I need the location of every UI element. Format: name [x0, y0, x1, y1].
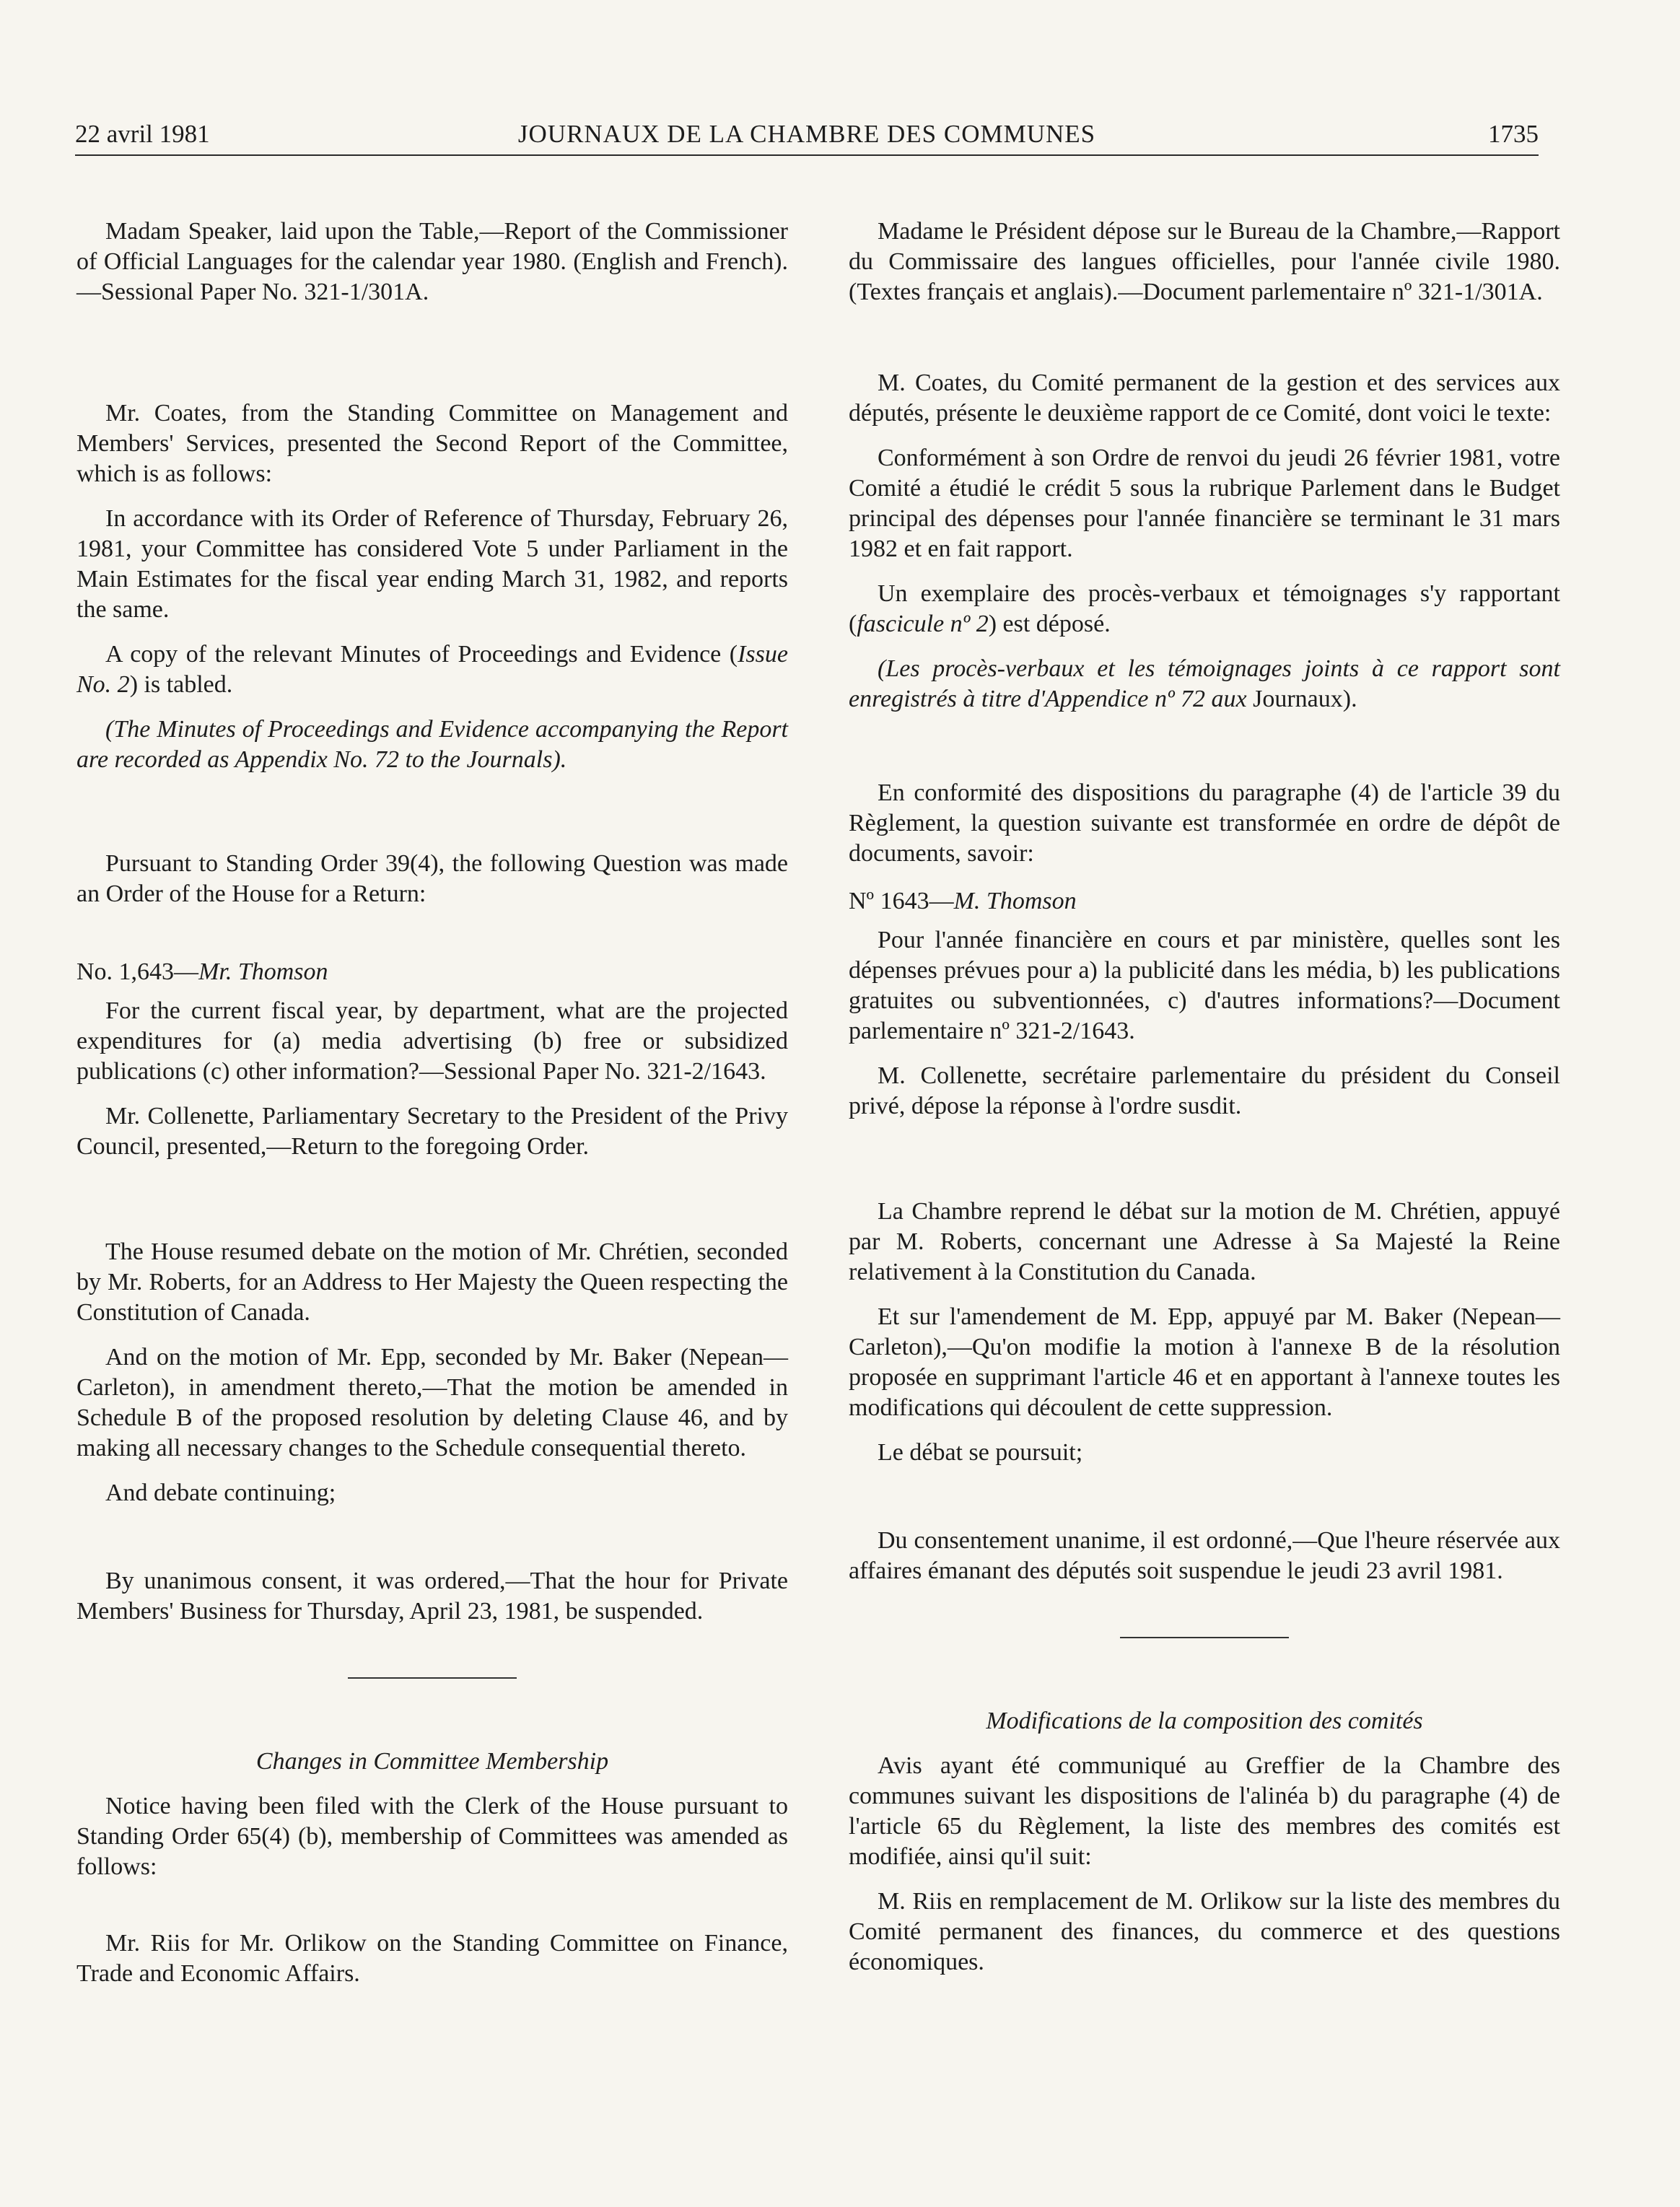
section-divider: [348, 1677, 517, 1679]
return-presented: Mr. Collenette, Parliamentary Secretary to the President of the Privy Council, presented,—Return to the foregoing Order.: [76, 1103, 788, 1160]
membership-notice: Notice having been filed with the Clerk of the House pursuant to Standing Order 65(4) (b), membership of Committees was amended as follows:: [76, 1793, 788, 1880]
page-number: 1735: [1488, 120, 1539, 148]
section-divider: [1120, 1637, 1289, 1638]
debate-continuing: And debate continuing;: [105, 1480, 336, 1506]
debate-resumed: The House resumed debate on the motion of Mr. Chrétien, seconded by Mr. Roberts, for an Address to Her Majesty the Queen respecting the Constitution of Canada.: [76, 1238, 788, 1326]
amendment-motion: Et sur l'amendement de M. Epp, appuyé par M. Baker (Nepean—Carleton),—Qu'on modifie la motion à l'annexe B de la résolution proposée en supprimant l'article 46 et en apportant à l'annexe toutes les modifications qui découlent de cette suppression.: [849, 1303, 1560, 1421]
committee-report-intro: M. Coates, du Comité permanent de la gestion et des services aux députés, présente le deuxième rapport de ce Comité, dont voici le texte:: [849, 370, 1560, 427]
section-heading: Modifications de la composition des comités: [986, 1708, 1423, 1734]
tabling-paragraph: Madame le Président dépose sur le Bureau de la Chambre,—Rapport du Commissaire des langues officielles, pour l'année civile 1980. (Textes français et anglais).—Document parlementaire nº 321-1/301A.: [849, 218, 1560, 305]
page-header: [75, 118, 1539, 156]
header-title: JOURNAUX DE LA CHAMBRE DES COMMUNES: [517, 120, 1096, 148]
unanimous-consent: Du consentement unanime, il est ordonné,—Que l'heure réservée aux affaires émanant des députés soit suspendue le jeudi 23 avril 1981.: [849, 1527, 1560, 1584]
membership-notice: Avis ayant été communiqué au Greffier de la Chambre des communes suivant les dispositions de l'alinéa b) du paragraphe (4) de l'article 65 du Règlement, la liste des membres des comités est modifiée, ainsi qu'il suit:: [849, 1752, 1560, 1870]
amendment-motion: And on the motion of Mr. Epp, seconded by Mr. Baker (Nepean—Carleton), in amendment thereto,—That the motion be amended in Schedule B of the proposed resolution by deleting Clause 46, and by making all necessary changes to the Schedule consequential thereto.: [76, 1344, 788, 1461]
english-column: [76, 217, 788, 1989]
french-column: [849, 217, 1560, 1977]
question-number: Nº 1643—M. Thomson: [849, 888, 1077, 914]
membership-change: Mr. Riis for Mr. Orlikow on the Standing Committee on Finance, Trade and Economic Affairs.: [76, 1930, 788, 1987]
question-intro: Pursuant to Standing Order 39(4), the following Question was made an Order of the House for a Return:: [76, 850, 788, 907]
header-date: 22 avril 1981: [75, 120, 210, 148]
appendix-note: (The Minutes of Proceedings and Evidence accompanying the Report are recorded as Appendix No. 72 to the Journals).: [76, 716, 788, 773]
membership-change: M. Riis en remplacement de M. Orlikow sur la liste des membres du Comité permanent des finances, du commerce et des questions économiques.: [849, 1888, 1560, 1975]
tabling-paragraph: Madam Speaker, laid upon the Table,—Report of the Commissioner of Official Languages for the calendar year 1980. (English and French).—Sessional Paper No. 321-1/301A.: [76, 218, 788, 305]
debate-continuing: Le débat se poursuit;: [878, 1439, 1083, 1466]
committee-report-intro: Mr. Coates, from the Standing Committee on Management and Members' Services, presented the Second Report of the Committee, which is as follows:: [76, 400, 788, 487]
minutes-tabled: Un exemplaire des procès-verbaux et témoignages s'y rapportant (fascicule nº 2) est déposé.: [849, 580, 1560, 637]
committee-report-text: Conformément à son Ordre de renvoi du jeudi 26 février 1981, votre Comité a étudié le crédit 5 sous la rubrique Parlement dans le Budget principal des dépenses pour l'année financière se terminant le 31 mars 1982 et en fait rapport.: [849, 445, 1560, 562]
appendix-note: (Les procès-verbaux et les témoignages joints à ce rapport sont enregistrés à titre d'Appendice nº 72 aux Journaux).: [849, 655, 1560, 712]
section-heading: Changes in Committee Membership: [255, 1748, 609, 1775]
unanimous-consent: By unanimous consent, it was ordered,—That the hour for Private Members' Business for Thursday, April 23, 1981, be suspended.: [76, 1568, 788, 1625]
question-number: No. 1,643—Mr. Thomson: [76, 958, 328, 985]
minutes-tabled: A copy of the relevant Minutes of Proceedings and Evidence (Issue No. 2) is tabled.: [76, 641, 788, 698]
debate-resumed: La Chambre reprend le débat sur la motion de M. Chrétien, appuyé par M. Roberts, concernant une Adresse à Sa Majesté la Reine relativement à la Constitution du Canada.: [849, 1198, 1560, 1285]
committee-report-text: In accordance with its Order of Reference of Thursday, February 26, 1981, your Committee has considered Vote 5 under Parliament in the Main Estimates for the fiscal year ending March 31, 1982, and reports the same.: [76, 505, 788, 623]
question-intro: En conformité des dispositions du paragraphe (4) de l'article 39 du Règlement, la question suivante est transformée en ordre de dépôt de documents, savoir:: [849, 779, 1560, 867]
question-text: Pour l'année financière en cours et par ministère, quelles sont les dépenses prévues pour a) la publicité dans les média, b) les publications gratuites ou subventionnées, c) d'autres informations?—Document parlementaire nº 321-2/1643.: [849, 927, 1560, 1044]
question-text: For the current fiscal year, by department, what are the projected expenditures for (a) media advertising (b) free or subsidized publications (c) other information?—Sessional Paper No. 321-2/1643.: [76, 997, 788, 1085]
return-presented: M. Collenette, secrétaire parlementaire du président du Conseil privé, dépose la réponse à l'ordre susdit.: [849, 1062, 1560, 1119]
